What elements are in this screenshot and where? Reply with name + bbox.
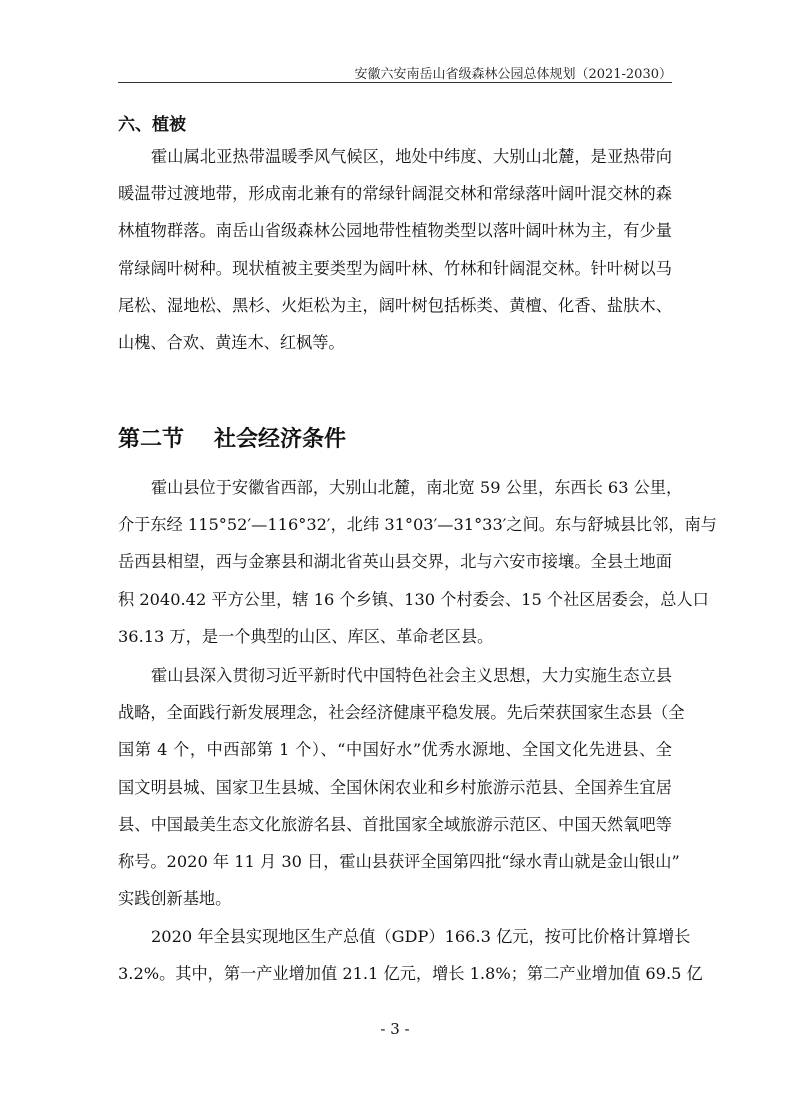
text-line: 称号。2020 年 11 月 30 日，霍山县获评全国第四批“绿水青山就是金山银山” — [118, 851, 680, 871]
text-line: 国第 4 个，中西部第 1 个）、“中国好水”优秀水源地、全国文化先进县、全 — [118, 740, 672, 760]
text-line: 暖温带过渡地带，形成南北兼有的常绿针阔混交林和常绿落叶阔叶混交林的森 — [118, 184, 672, 204]
text-line: 霍山县位于安徽省西部，大别山北麓，南北宽 59 公里，东西长 63 公里， — [151, 478, 683, 497]
text-line: 常绿阔叶树种。现状植被主要类型为阔叶林、竹林和针阔混交林。针叶树以马 — [118, 258, 672, 278]
text-line: 霍山属北亚热带温暖季风气候区，地处中纬度、大别山北麓，是亚热带向 — [151, 147, 672, 166]
paragraph-development — [118, 657, 685, 917]
running-header: 安徽六安南岳山省级森林公园总体规划（2021-2030） — [354, 67, 672, 82]
text-line: 林植物群落。南岳山省级森林公园地带性植物类型以落叶阔叶林为主，有少量 — [118, 221, 672, 241]
subsection-heading: 六、植被 — [118, 115, 186, 135]
section-heading — [118, 422, 346, 453]
text-line: 积 2040.42 平方公里，辖 16 个乡镇、130 个村委会、15 个社区居委会，总人口 — [118, 589, 709, 609]
text-line: 介于东经 115°52′—116°32′，北纬 31°03′—31°33′之间。东与舒城县比邻，南与 — [118, 515, 717, 535]
header-rule — [118, 82, 672, 83]
text-line: 国文明县城、国家卫生县城、全国休闲农业和乡村旅游示范县、全国养生宜居 — [118, 777, 672, 797]
page-number: - 3 - — [380, 1020, 410, 1038]
text-line: 霍山县深入贯彻习近平新时代中国特色社会主义思想，大力实施生态立县 — [151, 666, 672, 685]
text-line: 县、中国最美生态文化旅游名县、首批国家全域旅游示范区、中国天然氧吧等 — [118, 814, 672, 834]
section-title: 社会经济条件 — [214, 427, 347, 452]
text-line: 2020 年全县实现地区生产总值（GDP）166.3 亿元，按可比价格计算增长 — [151, 927, 691, 946]
text-line: 3.2%。其中，第一产业增加值 21.1 亿元，增长 1.8%；第二产业增加值 69.5 亿 — [118, 964, 703, 984]
text-line: 36.13 万，是一个典型的山区、库区、革命老区县。 — [118, 626, 494, 646]
paragraph-location — [118, 469, 717, 655]
text-line: 岳西县相望，西与金寨县和湖北省英山县交界，北与六安市接壤。全县土地面 — [118, 552, 672, 572]
paragraph-gdp — [118, 918, 703, 992]
text-line: 战略，全面践行新发展理念，社会经济健康平稳发展。先后荣获国家生态县（全 — [118, 703, 685, 723]
text-line: 实践创新基地。 — [118, 889, 232, 909]
text-line: 尾松、湿地松、黑杉、火炬松为主，阔叶树包括栎类、黄檀、化香、盐肤木、 — [118, 295, 672, 315]
paragraph-vegetation — [118, 138, 672, 361]
text-line: 山槐、合欢、黄连木、红枫等。 — [118, 332, 345, 352]
section-number: 第二节 — [118, 427, 185, 452]
